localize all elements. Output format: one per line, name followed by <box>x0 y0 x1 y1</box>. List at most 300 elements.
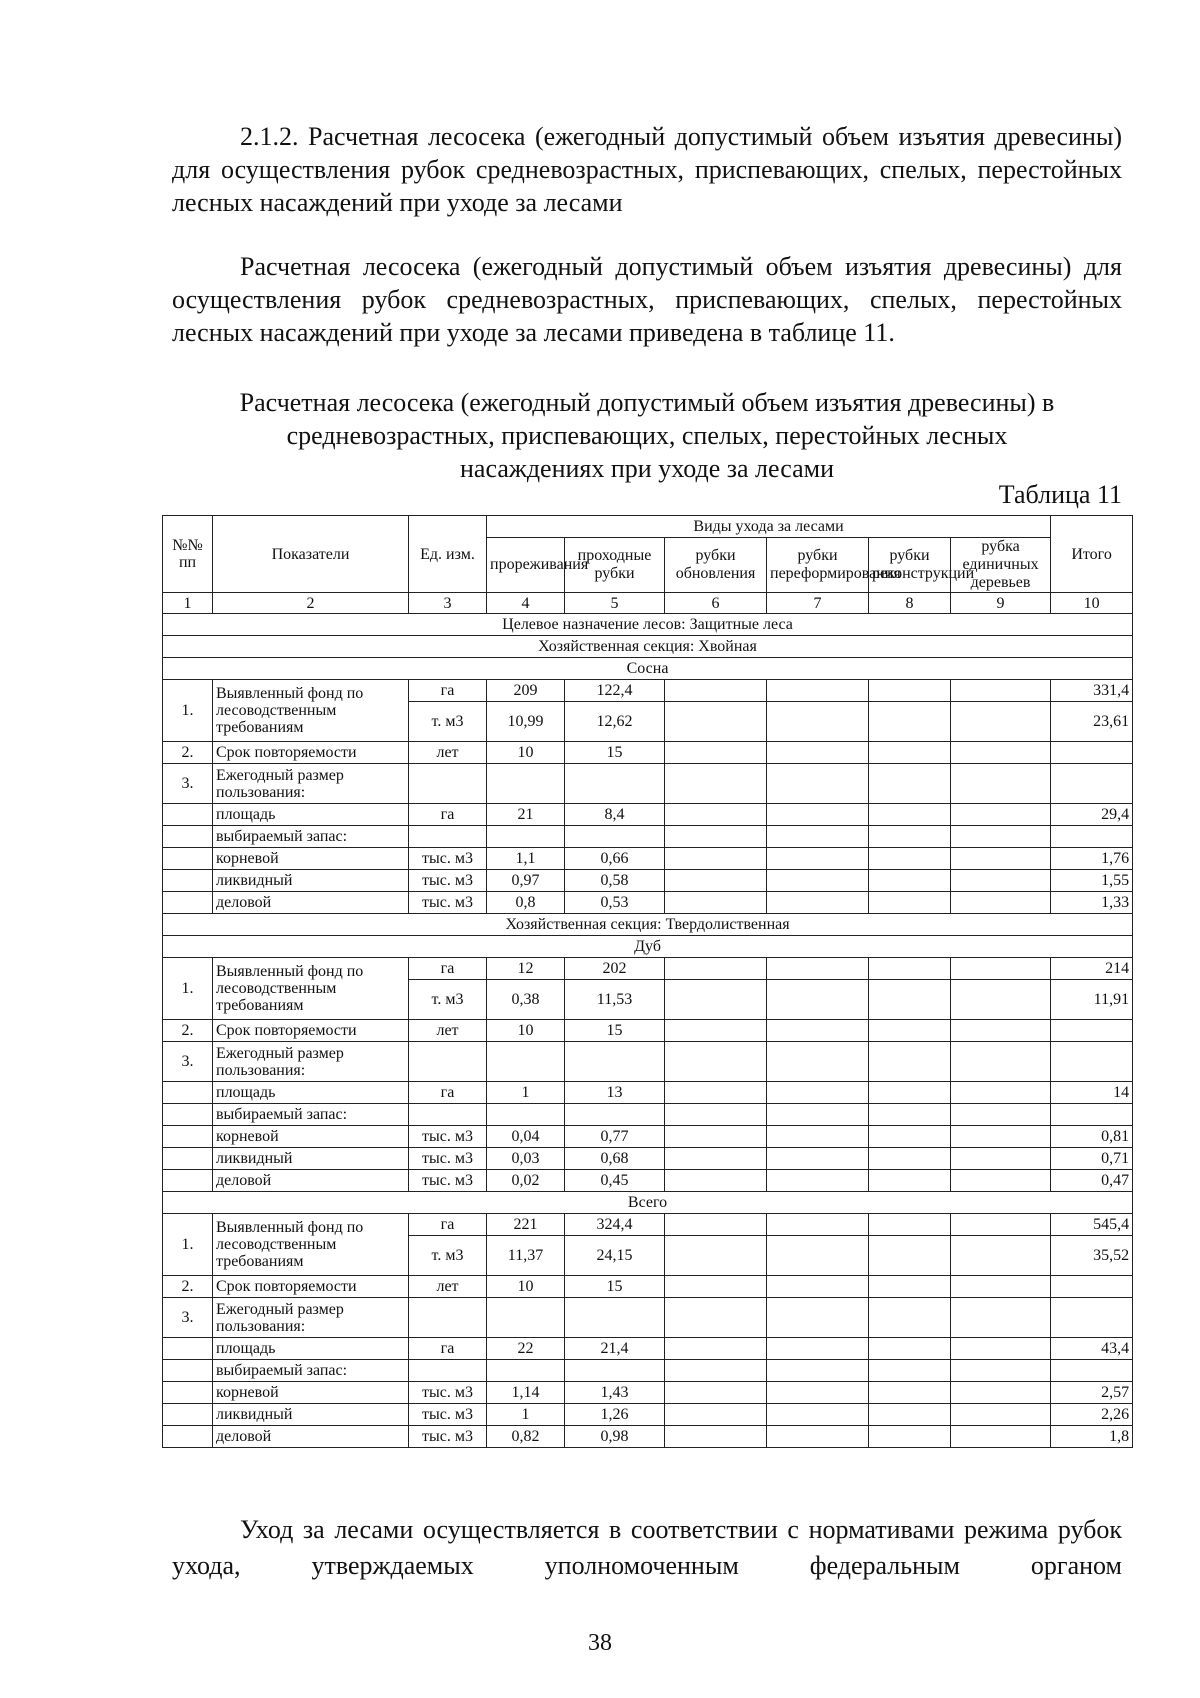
empty-cell <box>951 1170 1051 1192</box>
value-cell: 0,02 <box>487 1170 565 1192</box>
empty-cell <box>869 892 951 914</box>
empty-cell <box>951 1082 1051 1104</box>
empty-cell <box>665 1236 767 1276</box>
value-cell: 24,15 <box>565 1236 665 1276</box>
total-cell: 0,47 <box>1051 1170 1133 1192</box>
section-title: Хозяйственная секция: Хвойная <box>163 636 1133 658</box>
table-header <box>163 516 1133 593</box>
table-body <box>163 636 1133 1448</box>
table-row <box>163 1170 1133 1192</box>
col-number: 10 <box>1051 593 1133 614</box>
empty-cell <box>951 870 1051 892</box>
empty-cell <box>665 1404 767 1426</box>
empty-cell <box>1051 1042 1133 1082</box>
empty-cell <box>951 848 1051 870</box>
empty-cell <box>951 892 1051 914</box>
empty-cell <box>163 1426 213 1448</box>
total-cell: 2,57 <box>1051 1382 1133 1404</box>
empty-cell <box>767 826 869 848</box>
header-passage: проходные рубки <box>565 538 665 593</box>
row-label: корневой <box>213 1382 409 1404</box>
table-row <box>163 892 1133 914</box>
empty-cell <box>1051 1360 1133 1382</box>
empty-cell <box>767 1170 869 1192</box>
unit-cell: т. м3 <box>409 1236 487 1276</box>
species-row <box>163 936 1133 958</box>
empty-cell <box>951 1360 1051 1382</box>
row-number: 1. <box>163 680 213 742</box>
total-cell: 545,4 <box>1051 1214 1133 1236</box>
unit-cell: лет <box>409 1020 487 1042</box>
empty-cell <box>1051 1298 1133 1338</box>
empty-cell <box>665 764 767 804</box>
unit-cell: га <box>409 1338 487 1360</box>
value-cell: 209 <box>487 680 565 702</box>
value-cell: 324,4 <box>565 1214 665 1236</box>
row-label: Срок повторяемости <box>213 1276 409 1298</box>
empty-cell <box>565 1104 665 1126</box>
total-cell: 29,4 <box>1051 804 1133 826</box>
value-cell: 10,99 <box>487 702 565 742</box>
value-cell: 10 <box>487 742 565 764</box>
value-cell: 1,43 <box>565 1382 665 1404</box>
empty-cell <box>163 1170 213 1192</box>
empty-cell <box>767 1360 869 1382</box>
empty-cell <box>163 1404 213 1426</box>
empty-cell <box>951 1338 1051 1360</box>
forest-care-table <box>162 515 1133 1448</box>
value-cell: 0,82 <box>487 1426 565 1448</box>
unit-cell: га <box>409 1214 487 1236</box>
purpose-row: Целевое назначение лесов: Защитные леса <box>163 614 1133 636</box>
empty-cell <box>409 826 487 848</box>
header-unit: Ед. изм. <box>409 516 487 593</box>
empty-cell <box>1051 1020 1133 1042</box>
empty-cell <box>951 1298 1051 1338</box>
empty-cell <box>767 958 869 980</box>
empty-cell <box>951 1276 1051 1298</box>
unit-cell: га <box>409 804 487 826</box>
empty-cell <box>767 1382 869 1404</box>
empty-cell <box>767 848 869 870</box>
empty-cell <box>951 980 1051 1020</box>
empty-cell <box>951 1042 1051 1082</box>
row-label: деловой <box>213 1170 409 1192</box>
table-row <box>163 1360 1133 1382</box>
empty-cell <box>163 804 213 826</box>
empty-cell <box>951 1126 1051 1148</box>
table-row <box>163 804 1133 826</box>
empty-cell <box>767 1276 869 1298</box>
empty-cell <box>869 742 951 764</box>
empty-cell <box>767 1426 869 1448</box>
empty-cell <box>163 892 213 914</box>
empty-cell <box>869 1426 951 1448</box>
empty-cell <box>409 1298 487 1338</box>
unit-cell: тыс. м3 <box>409 892 487 914</box>
table-caption <box>172 386 1122 485</box>
empty-cell <box>767 1126 869 1148</box>
value-cell: 10 <box>487 1020 565 1042</box>
empty-cell <box>869 1236 951 1276</box>
value-cell: 0,8 <box>487 892 565 914</box>
empty-cell <box>869 958 951 980</box>
value-cell: 12,62 <box>565 702 665 742</box>
table-row <box>163 680 1133 702</box>
empty-cell <box>767 1042 869 1082</box>
empty-cell <box>869 1276 951 1298</box>
value-cell: 1 <box>487 1082 565 1104</box>
value-cell: 8,4 <box>565 804 665 826</box>
value-cell: 11,37 <box>487 1236 565 1276</box>
value-cell: 221 <box>487 1214 565 1236</box>
empty-cell <box>665 1298 767 1338</box>
empty-cell <box>665 680 767 702</box>
empty-cell <box>487 1042 565 1082</box>
unit-cell: тыс. м3 <box>409 1170 487 1192</box>
header-reconstruction: рубки реконструкции <box>869 538 951 593</box>
unit-cell: тыс. м3 <box>409 1426 487 1448</box>
empty-cell <box>869 680 951 702</box>
empty-cell <box>869 1082 951 1104</box>
empty-cell <box>767 1082 869 1104</box>
value-cell: 0,38 <box>487 980 565 1020</box>
header-group: Виды ухода за лесами <box>487 516 1051 538</box>
header-total: Итого <box>1051 516 1133 593</box>
value-cell: 0,97 <box>487 870 565 892</box>
empty-cell <box>869 1298 951 1338</box>
empty-cell <box>565 1360 665 1382</box>
section-row <box>163 636 1133 658</box>
table-row <box>163 1298 1133 1338</box>
empty-cell <box>409 1104 487 1126</box>
empty-cell <box>565 1042 665 1082</box>
row-number: 3. <box>163 1042 213 1082</box>
table-caption-line: Расчетная лесосека (ежегодный допустимый объем изъятия древесины) в <box>239 388 1055 417</box>
total-cell: 0,81 <box>1051 1126 1133 1148</box>
total-cell: 1,33 <box>1051 892 1133 914</box>
empty-cell <box>665 1426 767 1448</box>
empty-cell <box>487 1360 565 1382</box>
empty-cell <box>869 1382 951 1404</box>
row-number: 1. <box>163 958 213 1020</box>
row-label: выбираемый запас: <box>213 1104 409 1126</box>
table-row <box>163 1382 1133 1404</box>
value-cell: 1 <box>487 1404 565 1426</box>
empty-cell <box>665 980 767 1020</box>
empty-cell <box>163 1382 213 1404</box>
value-cell: 0,98 <box>565 1426 665 1448</box>
table-row <box>163 1214 1133 1236</box>
empty-cell <box>565 764 665 804</box>
empty-cell <box>951 702 1051 742</box>
empty-cell <box>1051 764 1133 804</box>
empty-cell <box>409 1360 487 1382</box>
empty-cell <box>665 1382 767 1404</box>
empty-cell <box>1051 1104 1133 1126</box>
empty-cell <box>409 1042 487 1082</box>
empty-cell <box>665 1338 767 1360</box>
row-label: Ежегодный размер пользования: <box>213 764 409 804</box>
empty-cell <box>869 1338 951 1360</box>
table-row <box>163 958 1133 980</box>
empty-cell <box>665 1276 767 1298</box>
empty-cell <box>665 702 767 742</box>
empty-cell <box>767 1020 869 1042</box>
empty-cell <box>951 742 1051 764</box>
row-label: Срок повторяемости <box>213 742 409 764</box>
empty-cell <box>951 1104 1051 1126</box>
value-cell: 1,14 <box>487 1382 565 1404</box>
empty-cell <box>767 764 869 804</box>
empty-cell <box>951 1404 1051 1426</box>
value-cell: 1,26 <box>565 1404 665 1426</box>
value-cell: 22 <box>487 1338 565 1360</box>
row-number: 1. <box>163 1214 213 1276</box>
value-cell: 0,68 <box>565 1148 665 1170</box>
bottom-paragraph: Уход за лесами осуществляется в соответствии с нормативами режима рубок ухода, утверждаемых уполномоченным федеральным органом <box>172 1515 1122 1580</box>
empty-cell <box>665 892 767 914</box>
total-cell: 214 <box>1051 958 1133 980</box>
empty-cell <box>869 702 951 742</box>
table-row <box>163 742 1133 764</box>
row-label: деловой <box>213 892 409 914</box>
empty-cell <box>869 804 951 826</box>
value-cell: 11,53 <box>565 980 665 1020</box>
empty-cell <box>163 1148 213 1170</box>
row-number: 2. <box>163 1276 213 1298</box>
header-indicators: Показатели <box>213 516 409 593</box>
row-label: ликвидный <box>213 870 409 892</box>
empty-cell <box>869 1360 951 1382</box>
empty-cell <box>1051 1276 1133 1298</box>
unit-cell: тыс. м3 <box>409 1148 487 1170</box>
header-reform: рубки переформирования <box>767 538 869 593</box>
total-cell: 1,8 <box>1051 1426 1133 1448</box>
page-number: 38 <box>588 1630 612 1656</box>
total-cell: 2,26 <box>1051 1404 1133 1426</box>
unit-cell: га <box>409 680 487 702</box>
section-heading: 2.1.2. Расчетная лесосека (ежегодный допустимый объем изъятия древесины) для осуществления рубок средневозрастных, приспевающих, спелых, перестойных лесных насаждений при уходе за лесами <box>172 122 1122 217</box>
empty-cell <box>767 1298 869 1338</box>
species-row <box>163 1192 1133 1214</box>
row-label: выбираемый запас: <box>213 1360 409 1382</box>
table-row <box>163 764 1133 804</box>
row-label: корневой <box>213 1126 409 1148</box>
unit-cell: га <box>409 1082 487 1104</box>
empty-cell <box>767 1104 869 1126</box>
table-row <box>163 848 1133 870</box>
empty-cell <box>565 1298 665 1338</box>
table-caption-line: насаждениях при уходе за лесами <box>460 454 834 483</box>
value-cell: 0,04 <box>487 1126 565 1148</box>
unit-cell: лет <box>409 1276 487 1298</box>
empty-cell <box>951 1236 1051 1276</box>
value-cell: 21 <box>487 804 565 826</box>
empty-cell <box>767 1236 869 1276</box>
empty-cell <box>767 680 869 702</box>
row-label: Выявленный фонд по лесоводственным требованиям <box>213 958 409 1020</box>
row-label: площадь <box>213 804 409 826</box>
empty-cell <box>869 764 951 804</box>
table-number: Таблица 11 <box>998 480 1122 509</box>
row-label: корневой <box>213 848 409 870</box>
unit-cell: т. м3 <box>409 702 487 742</box>
value-cell: 202 <box>565 958 665 980</box>
value-cell: 1,1 <box>487 848 565 870</box>
empty-cell <box>665 848 767 870</box>
value-cell: 122,4 <box>565 680 665 702</box>
total-cell: 1,55 <box>1051 870 1133 892</box>
empty-cell <box>665 1082 767 1104</box>
col-number: 9 <box>951 593 1051 614</box>
unit-cell: лет <box>409 742 487 764</box>
total-cell: 1,76 <box>1051 848 1133 870</box>
empty-cell <box>665 958 767 980</box>
empty-cell <box>163 1082 213 1104</box>
empty-cell <box>951 680 1051 702</box>
value-cell: 0,66 <box>565 848 665 870</box>
row-number: 2. <box>163 742 213 764</box>
total-cell: 35,52 <box>1051 1236 1133 1276</box>
empty-cell <box>665 1214 767 1236</box>
row-label: Выявленный фонд по лесоводственным требованиям <box>213 1214 409 1276</box>
table-row <box>163 1104 1133 1126</box>
total-cell: 14 <box>1051 1082 1133 1104</box>
empty-cell <box>767 1404 869 1426</box>
empty-cell <box>767 702 869 742</box>
total-cell: 43,4 <box>1051 1338 1133 1360</box>
value-cell: 15 <box>565 1020 665 1042</box>
empty-cell <box>487 1104 565 1126</box>
value-cell: 13 <box>565 1082 665 1104</box>
unit-cell: тыс. м3 <box>409 1404 487 1426</box>
value-cell: 0,45 <box>565 1170 665 1192</box>
empty-cell <box>951 764 1051 804</box>
total-cell: 11,91 <box>1051 980 1133 1020</box>
empty-cell <box>487 1298 565 1338</box>
empty-cell <box>665 1042 767 1082</box>
value-cell: 15 <box>565 1276 665 1298</box>
col-number: 3 <box>409 593 487 614</box>
empty-cell <box>163 870 213 892</box>
table-row <box>163 1020 1133 1042</box>
empty-cell <box>767 1338 869 1360</box>
empty-cell <box>767 1214 869 1236</box>
value-cell: 0,53 <box>565 892 665 914</box>
unit-cell: тыс. м3 <box>409 870 487 892</box>
table-row <box>163 1276 1133 1298</box>
empty-cell <box>665 1020 767 1042</box>
intro-paragraph: Расчетная лесосека (ежегодный допустимый объем изъятия древесины) для осуществления рубок средневозрастных, приспевающих, спелых, перестойных лесных насаждений при уходе за лесами приведена в таблице 11. <box>172 252 1122 347</box>
species-title: Дуб <box>163 936 1133 958</box>
table-row <box>163 826 1133 848</box>
empty-cell <box>665 826 767 848</box>
empty-cell <box>1051 826 1133 848</box>
unit-cell: га <box>409 958 487 980</box>
row-label: Срок повторяемости <box>213 1020 409 1042</box>
column-numbers <box>163 593 1133 636</box>
empty-cell <box>163 848 213 870</box>
empty-cell <box>665 1170 767 1192</box>
row-number: 2. <box>163 1020 213 1042</box>
empty-cell <box>951 1148 1051 1170</box>
row-label: ликвидный <box>213 1404 409 1426</box>
col-number: 6 <box>665 593 767 614</box>
value-cell: 0,03 <box>487 1148 565 1170</box>
total-cell: 23,61 <box>1051 702 1133 742</box>
empty-cell <box>767 870 869 892</box>
unit-cell: тыс. м3 <box>409 1126 487 1148</box>
empty-cell <box>951 1214 1051 1236</box>
row-label: Ежегодный размер пользования: <box>213 1298 409 1338</box>
empty-cell <box>565 826 665 848</box>
empty-cell <box>951 1020 1051 1042</box>
table-row <box>163 1082 1133 1104</box>
empty-cell <box>163 1360 213 1382</box>
empty-cell <box>767 804 869 826</box>
empty-cell <box>665 1360 767 1382</box>
unit-cell: тыс. м3 <box>409 848 487 870</box>
unit-cell: тыс. м3 <box>409 1382 487 1404</box>
section-title: Хозяйственная секция: Твердолиственная <box>163 914 1133 936</box>
empty-cell <box>951 826 1051 848</box>
empty-cell <box>951 1382 1051 1404</box>
species-row <box>163 658 1133 680</box>
row-label: площадь <box>213 1338 409 1360</box>
empty-cell <box>869 1104 951 1126</box>
row-label: ликвидный <box>213 1148 409 1170</box>
empty-cell <box>163 1104 213 1126</box>
empty-cell <box>869 1042 951 1082</box>
table-row <box>163 1338 1133 1360</box>
empty-cell <box>163 1126 213 1148</box>
table-row <box>163 1148 1133 1170</box>
total-cell: 0,71 <box>1051 1148 1133 1170</box>
col-number: 4 <box>487 593 565 614</box>
col-number: 1 <box>163 593 213 614</box>
header-num: №№ пп <box>163 516 213 593</box>
unit-cell: т. м3 <box>409 980 487 1020</box>
empty-cell <box>1051 742 1133 764</box>
table-row <box>163 1426 1133 1448</box>
header-renewal: рубки обновления <box>665 538 767 593</box>
row-number: 3. <box>163 1298 213 1338</box>
empty-cell <box>665 1126 767 1148</box>
row-label: Ежегодный размер пользования: <box>213 1042 409 1082</box>
empty-cell <box>665 742 767 764</box>
empty-cell <box>767 1148 869 1170</box>
value-cell: 15 <box>565 742 665 764</box>
row-label: площадь <box>213 1082 409 1104</box>
empty-cell <box>163 826 213 848</box>
empty-cell <box>869 848 951 870</box>
value-cell: 21,4 <box>565 1338 665 1360</box>
empty-cell <box>665 870 767 892</box>
empty-cell <box>869 1148 951 1170</box>
value-cell: 12 <box>487 958 565 980</box>
table-caption-line: средневозрастных, приспевающих, спелых, перестойных лесных <box>286 421 1008 450</box>
value-cell: 0,58 <box>565 870 665 892</box>
empty-cell <box>767 980 869 1020</box>
species-title: Всего <box>163 1192 1133 1214</box>
value-cell: 0,77 <box>565 1126 665 1148</box>
empty-cell <box>409 764 487 804</box>
empty-cell <box>487 826 565 848</box>
header-single-trees: рубка единичных деревьев <box>951 538 1051 593</box>
col-number: 5 <box>565 593 665 614</box>
empty-cell <box>665 1104 767 1126</box>
